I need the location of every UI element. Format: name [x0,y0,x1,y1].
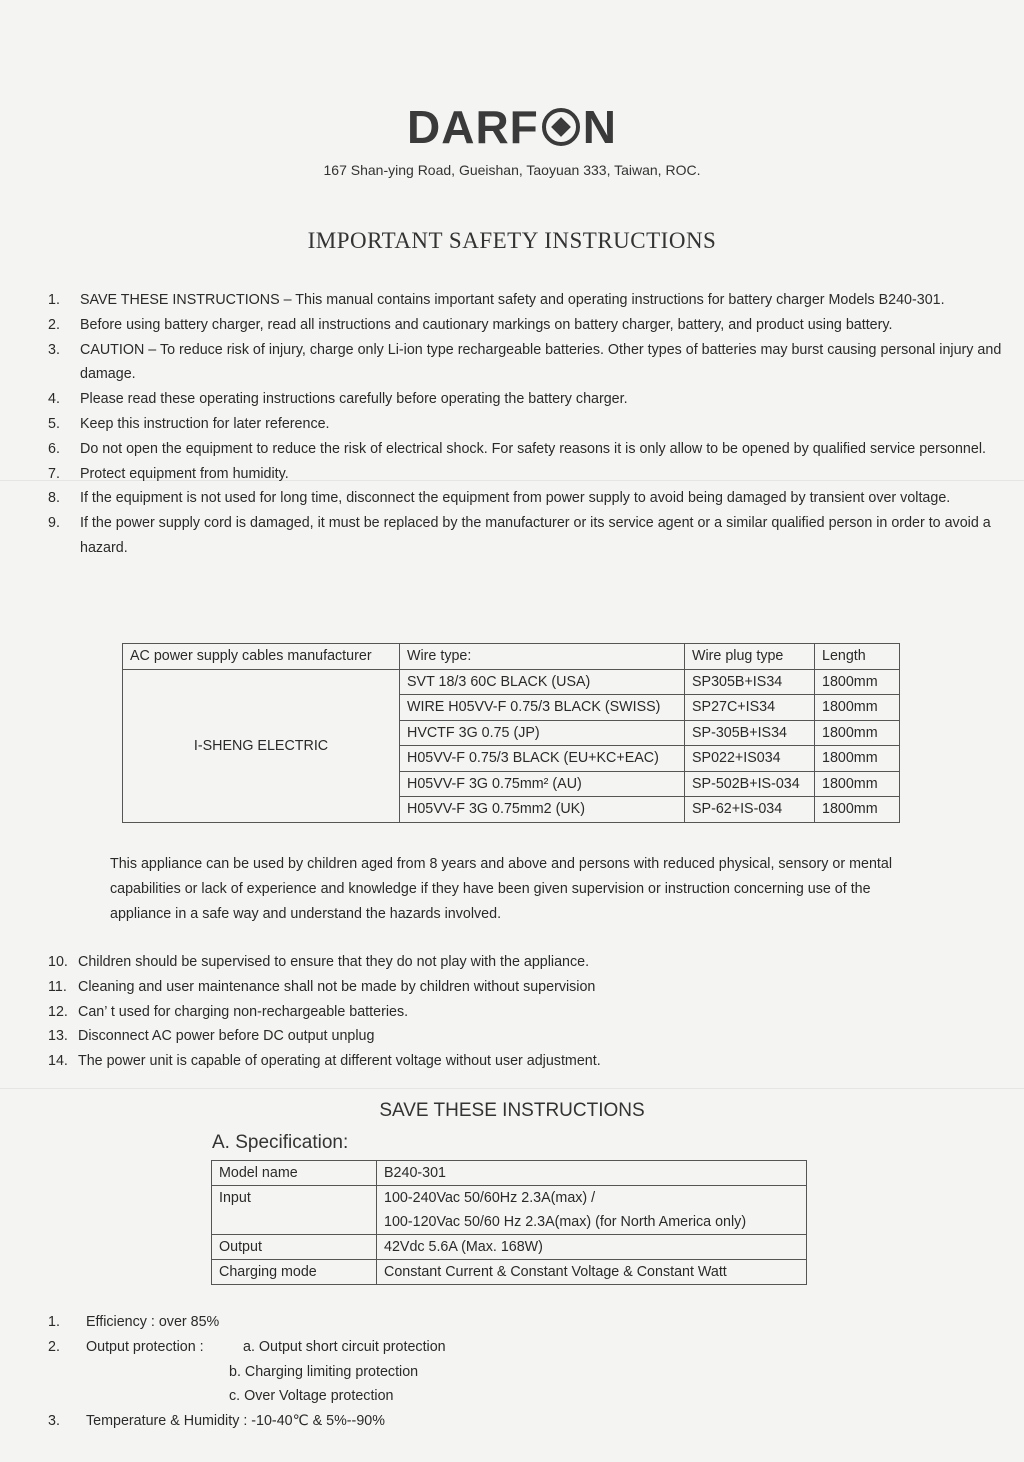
list-item [0,1000,1024,1025]
list-number: 5. [48,415,60,432]
specification-heading: A. Specification: [212,1132,349,1153]
wire-type-cell: HVCTF 3G 0.75 (JP) [400,720,685,746]
plug-type-cell: SP27C+IS34 [685,695,815,721]
company-logo [0,100,1024,154]
list-text: Temperature & Humidity : -10-40℃ & 5%--90% [86,1413,385,1430]
spec-row [212,1260,807,1285]
cables-table-header-row [123,644,900,670]
table-row [123,669,900,695]
company-address: 167 Shan-ying Road, Gueishan, Taoyuan 333, Taiwan, ROC. [323,162,701,178]
list-item [0,1409,1024,1434]
save-instructions-heading: SAVE THESE INSTRUCTIONS [379,1100,645,1121]
list-number: 10. [48,954,68,970]
list-text: Before using battery charger, read all instructions and cautionary markings on battery charger, battery, and product using battery. [80,316,893,333]
list-text: SAVE THESE INSTRUCTIONS – This manual contains important safety and operating instructions for battery charger Models B240-301. [80,292,945,308]
list-number: 3. [48,341,60,358]
plug-type-cell: SP-305B+IS34 [685,720,815,746]
list-text: Can’ t used for charging non-rechargeable batteries. [78,1003,409,1020]
list-number: 3. [48,1413,60,1430]
list-subitem: c. Over Voltage protection [229,1388,394,1405]
list-number: 9. [48,515,60,532]
list-item [0,462,1024,487]
list-item [0,1049,1024,1074]
list-text: If the power supply cord is damaged, it must be replaced by the manufacturer or its service agent or a similar qualified person in order to avoid a hazard. [80,515,991,556]
list-item [0,387,1024,412]
list-number: 4. [48,391,60,408]
logo-text-prefix: DARF [407,101,539,153]
spec-label: Output [212,1235,377,1260]
list-item [0,412,1024,437]
list-text: Please read these operating instructions carefully before operating the battery charger. [80,391,628,408]
wire-type-cell: H05VV-F 3G 0.75mm2 (UK) [400,797,685,823]
length-cell: 1800mm [815,797,900,823]
wire-type-cell: SVT 18/3 60C BLACK (USA) [400,669,685,695]
list-text: If the equipment is not used for long time, disconnect the equipment from power supply to avoid being damaged by transient over voltage. [80,490,951,507]
spec-value: Constant Current & Constant Voltage & Constant Watt [377,1260,807,1285]
list-text: Output protection : [86,1338,204,1355]
plug-type-cell: SP305B+IS34 [685,669,815,695]
list-number: 2. [48,1338,60,1355]
table-header-cell: Wire plug type [685,644,815,670]
list-number: 7. [48,465,60,482]
list-number: 1. [48,1314,60,1330]
spec-row [212,1186,807,1235]
logo-text-suffix: N [582,101,617,153]
manufacturer-cell: I-SHENG ELECTRIC [123,669,400,822]
spec-value: 42Vdc 5.6A (Max. 168W) [377,1235,807,1260]
wire-type-cell: H05VV-F 3G 0.75mm² (AU) [400,771,685,797]
plug-type-cell: SP-502B+IS-034 [685,771,815,797]
list-item [0,437,1024,462]
list-number: 8. [48,490,60,507]
plug-type-cell: SP-62+IS-034 [685,797,815,823]
spec-value-line: 100-240Vac 50/60Hz 2.3A(max) / [384,1190,596,1206]
list-number: 14. [48,1053,68,1070]
list-item [0,1384,1024,1409]
document-title: IMPORTANT SAFETY INSTRUCTIONS [307,228,717,253]
length-cell: 1800mm [815,746,900,772]
spec-value [377,1186,807,1235]
list-number: 13. [48,1028,68,1045]
plug-type-cell: SP022+IS034 [685,746,815,772]
spec-label: Charging mode [212,1260,377,1285]
list-number: 12. [48,1003,68,1020]
list-text: Efficiency : over 85% [86,1314,220,1330]
wire-type-cell: H05VV-F 0.75/3 BLACK (EU+KC+EAC) [400,746,685,772]
list-item [0,1360,1024,1385]
additional-instructions-list [0,950,1024,1074]
length-cell: 1800mm [815,669,900,695]
list-subitem: b. Charging limiting protection [229,1363,419,1380]
list-item [0,511,1024,561]
safety-instructions-list [0,288,1024,561]
list-item [0,486,1024,511]
list-item [0,1310,1024,1335]
list-item [0,950,1024,975]
length-cell: 1800mm [815,695,900,721]
spec-label: Input [212,1186,377,1235]
table-header-cell: Length [815,644,900,670]
children-notice-paragraph: This appliance can be used by children aged from 8 years and above and persons with reduced physical, sensory or mental capabilities or lack of experience and knowledge if they have been given supervision or instruction concerning use of the appliance in a safe way and understand the hazards involved. [110,856,893,922]
length-cell: 1800mm [815,771,900,797]
list-text: Do not open the equipment to reduce the risk of electrical shock. For safety reasons it is only allow to be opened by qualified service personnel. [80,440,986,457]
list-item [0,338,1024,388]
spec-row [212,1161,807,1186]
list-subitem: a. Output short circuit protection [243,1338,446,1355]
list-text: Keep this instruction for later reference. [80,415,330,432]
list-item [0,313,1024,338]
list-text: CAUTION – To reduce risk of injury, charge only Li-ion type rechargeable batteries. Other types of batteries may burst causing personal injury and damage. [80,341,1002,383]
list-number: 6. [48,440,60,457]
list-text: The power unit is capable of operating at different voltage without user adjustment. [78,1053,601,1070]
spec-details-list [0,1310,1024,1434]
list-number: 1. [48,292,60,308]
spec-value-line: 100-120Vac 50/60 Hz 2.3A(max) (for North America only) [384,1214,747,1230]
list-text: Children should be supervised to ensure that they do not play with the appliance. [78,954,590,970]
list-item [0,1335,1024,1360]
list-text: Disconnect AC power before DC output unplug [78,1028,375,1045]
logo-mark-icon [542,108,580,146]
cables-table [122,643,900,823]
table-header-cell: AC power supply cables manufacturer [123,644,400,670]
table-header-cell: Wire type: [400,644,685,670]
spec-value: B240-301 [377,1161,807,1186]
list-text: Cleaning and user maintenance shall not be made by children without supervision [78,978,596,995]
list-text: Protect equipment from humidity. [80,465,289,482]
paper-fold [0,1088,1024,1089]
list-item [0,975,1024,1000]
wire-type-cell: WIRE H05VV-F 0.75/3 BLACK (SWISS) [400,695,685,721]
specification-table [211,1160,807,1285]
spec-label: Model name [212,1161,377,1186]
list-item [0,288,1024,313]
list-item [0,1024,1024,1049]
list-number: 2. [48,316,60,333]
list-number: 11. [48,978,67,995]
length-cell: 1800mm [815,720,900,746]
spec-row [212,1235,807,1260]
